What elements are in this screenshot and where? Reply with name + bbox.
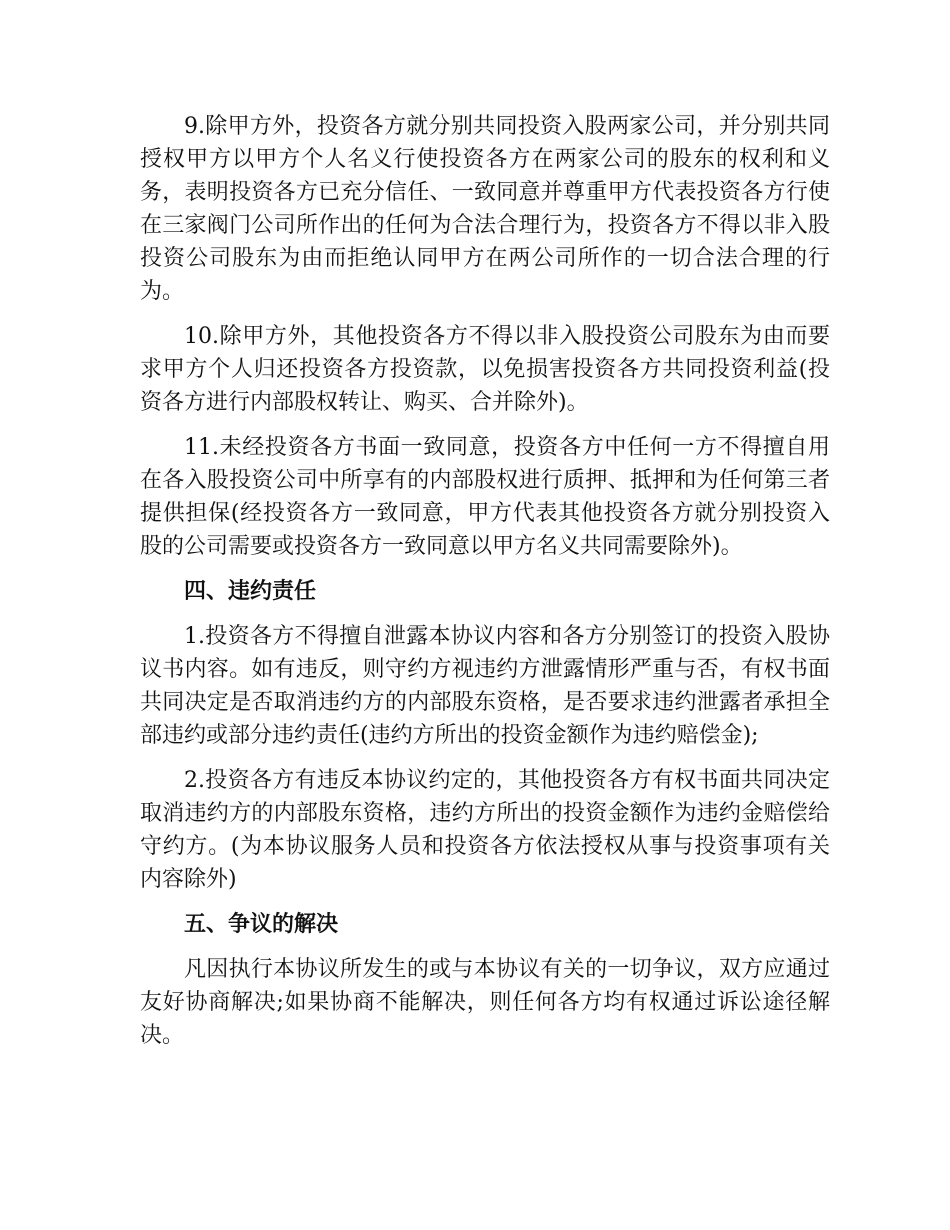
- section-5-heading: 五、争议的解决: [184, 911, 339, 937]
- section-4-item-1-paragraph: 1.投资各方不得擅自泄露本协议内容和各方分别签订的投资入股协议书内容。如有违反，则守约方视违约方泄露情形严重与否，有权书面共同决定是否取消违约方的内部股东资格，是否要求违约泄露者承担全部违约或部分违约责任(违约方所出的投资金额作为违约赔偿金);: [140, 624, 830, 748]
- clause-10-paragraph: 10.除甲方外，其他投资各方不得以非入股投资公司股东为由而要求甲方个人归还投资各方投资款，以免损害投资各方共同投资利益(投资各方进行内部股权转让、购买、合并除外)。: [140, 324, 830, 415]
- clause-9-paragraph: 9.除甲方外，投资各方就分别共同投资入股两家公司，并分别共同授权甲方以甲方个人名义行使投资各方在两家公司的股东的权利和义务，表明投资各方已充分信任、一致同意并尊重甲方代表投资各方行使在三家阀门公司所作出的任何为合法合理行为，投资各方不得以非入股投资公司股东为由而拒绝认同甲方在两公司所作的一切合法合理的行为。: [140, 114, 830, 304]
- section-4-heading: 四、违约责任: [184, 578, 317, 604]
- clause-11-paragraph: 11.未经投资各方书面一致同意，投资各方中任何一方不得擅自用在各入股投资公司中所享有的内部股权进行质押、抵押和为任何第三者提供担保(经投资各方一致同意，甲方代表其他投资各方就分别投资入股的公司需要或投资各方一致同意以甲方名义共同需要除外)。: [140, 435, 830, 559]
- document-page: [140, 110, 830, 1064]
- section-5-paragraph: 凡因执行本协议所发生的或与本协议有关的一切争议，双方应通过友好协商解决;如果协商不能解决，则任何各方均有权通过诉讼途径解决。: [140, 957, 830, 1048]
- section-4-item-2-paragraph: 2.投资各方有违反本协议约定的，其他投资各方有权书面共同决定取消违约方的内部股东资格，违约方所出的投资金额作为违约金赔偿给守约方。(为本协议服务人员和投资各方依法授权从事与投资事项有关内容除外): [140, 768, 830, 892]
